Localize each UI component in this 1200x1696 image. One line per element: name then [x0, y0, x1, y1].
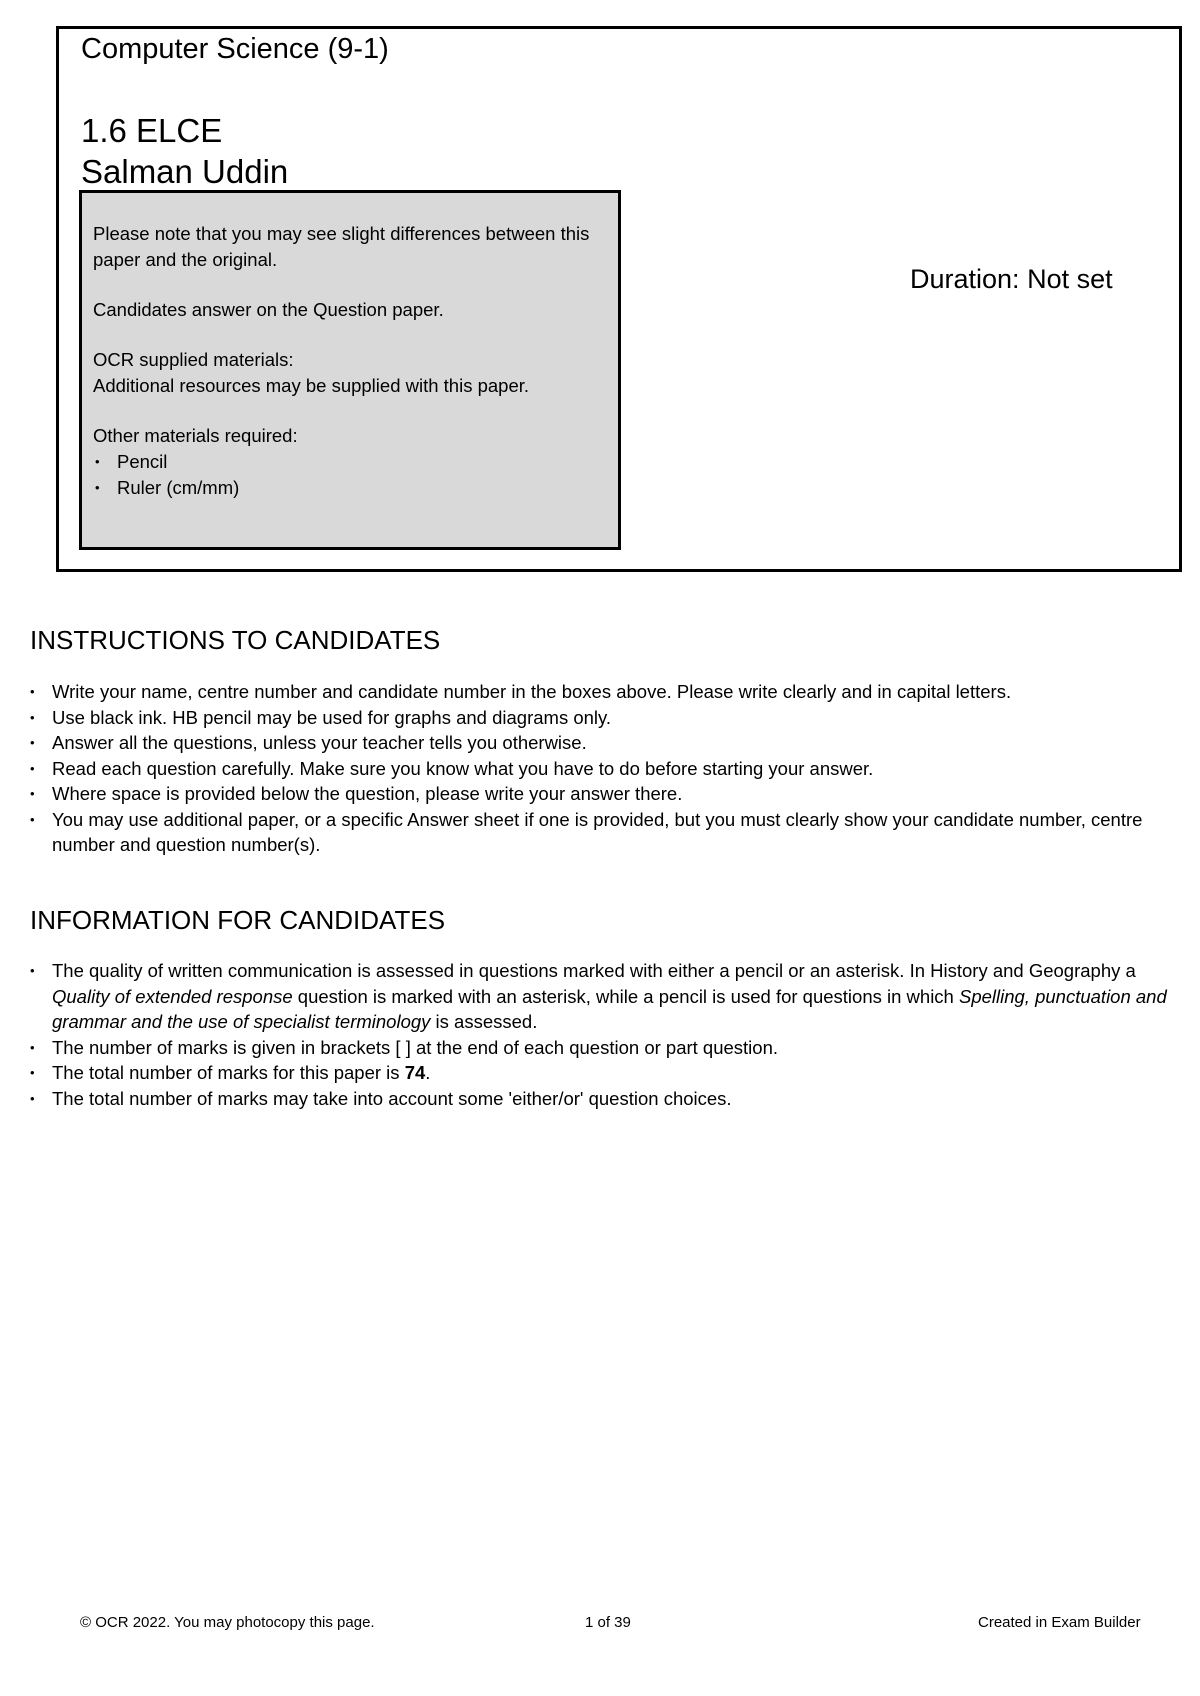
instruction-text: Where space is provided below the question, please write your answer there.: [52, 783, 683, 804]
information-item: [30, 1035, 1170, 1061]
instruction-text: Read each question carefully. Make sure you know what you have to do before starting your answer.: [52, 757, 874, 779]
bullet-icon: •: [30, 963, 35, 978]
bullet-icon: •: [95, 454, 100, 469]
instruction-text: Use black ink. HB pencil may be used for graphs and diagrams only.: [52, 706, 612, 728]
answer-on-note: Candidates answer on the Question paper.: [93, 299, 444, 320]
qwc-text-part3: is assessed.: [430, 1011, 538, 1032]
other-materials-item-label: Ruler (cm/mm): [117, 477, 240, 498]
other-materials-heading: Other materials required:: [93, 425, 298, 446]
duration-value: Not set: [1027, 264, 1113, 294]
information-item: [30, 958, 1170, 1035]
instruction-text: Write your name, centre number and candidate number in the boxes above. Please write clearly and in capital letters.: [52, 681, 1012, 702]
instruction-text: Answer all the questions, unless your teacher tells you otherwise.: [52, 732, 587, 753]
qwc-italic-qer: Quality of extended response: [52, 985, 293, 1007]
other-materials-list: [93, 449, 607, 501]
bullet-icon: •: [30, 811, 35, 827]
differences-note: Please note that you may see slight differences between this paper and the original.: [93, 223, 590, 270]
supplied-materials-heading: OCR supplied materials:: [93, 349, 294, 370]
total-marks-value: 74: [404, 1062, 426, 1083]
bullet-icon: •: [30, 1065, 35, 1080]
duration-label: Duration:: [910, 264, 1020, 294]
instruction-item: [30, 705, 1170, 731]
instructions-heading: INSTRUCTIONS TO CANDIDATES: [30, 625, 441, 655]
paper-code: 1.6 ELCE: [81, 112, 223, 149]
duration: [910, 264, 1113, 295]
bullet-icon: •: [30, 1090, 35, 1106]
footer-copyright: © OCR 2022. You may photocopy this page.: [80, 1614, 375, 1631]
instructions-list: [30, 679, 1170, 858]
bullet-icon: •: [30, 786, 35, 801]
qwc-text: [52, 960, 1167, 1032]
qwc-text-part2: question is marked with an asterisk, while a pencil is used for questions in which: [292, 985, 959, 1007]
bullet-icon: •: [30, 1039, 35, 1055]
instruction-text: You may use additional paper, or a specific Answer sheet if one is provided, but you must clearly show your candidate number, centre number and question number(s).: [52, 808, 1143, 855]
qwc-italic-spag: Spelling, punctuation and grammar and the use of specialist terminology: [52, 985, 1167, 1032]
information-item: [30, 1060, 1170, 1086]
footer-page-number: 1 of 39: [585, 1614, 631, 1631]
instruction-item: [30, 807, 1170, 858]
bullet-icon: •: [30, 735, 35, 750]
author-name: Salman Uddin: [81, 153, 289, 190]
instruction-item: [30, 781, 1170, 807]
other-materials-item-label: Pencil: [117, 451, 168, 472]
total-marks-text: [52, 1062, 430, 1083]
bullet-icon: •: [95, 480, 100, 495]
subject-title: Computer Science (9-1): [81, 33, 389, 65]
information-heading: INFORMATION FOR CANDIDATES: [30, 905, 446, 935]
other-materials-item: [93, 449, 607, 475]
bullet-icon: •: [30, 684, 35, 699]
marks-brackets-text: The number of marks is given in brackets [ ] at the end of each question or part question.: [52, 1036, 779, 1058]
materials-notice-box: [79, 190, 621, 550]
information-item: [30, 1086, 1170, 1112]
other-materials-item: [93, 475, 607, 501]
footer-created-by: Created in Exam Builder: [978, 1614, 1141, 1631]
bullet-icon: •: [30, 760, 35, 776]
bullet-icon: •: [30, 709, 35, 725]
instruction-item: [30, 679, 1170, 705]
information-list: [30, 958, 1170, 1111]
supplied-materials-text: Additional resources may be supplied with this paper.: [93, 375, 530, 396]
either-or-text: The total number of marks may take into account some 'either/or' question choices.: [52, 1087, 732, 1109]
total-marks-suffix: .: [425, 1062, 431, 1083]
total-marks-prefix: The total number of marks for this paper is: [52, 1062, 405, 1083]
instruction-item: [30, 756, 1170, 782]
instruction-item: [30, 730, 1170, 756]
qwc-text-part1: The quality of written communication is assessed in questions marked with either a pencil or an asterisk. In History and Geography a: [52, 960, 1136, 981]
